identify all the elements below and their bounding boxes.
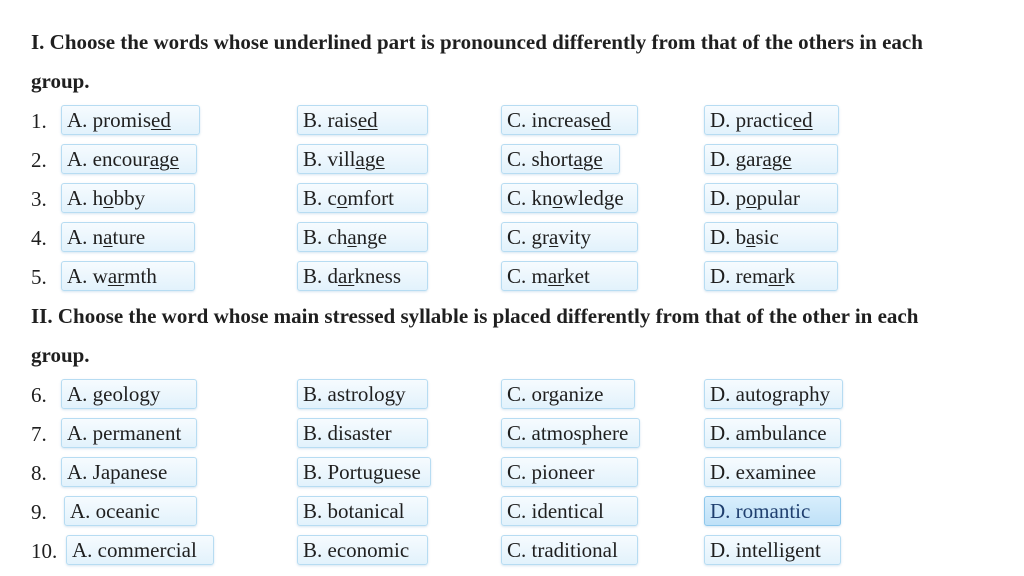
option-b[interactable]: B. economic (297, 535, 428, 565)
question-row-3 (0, 182, 1024, 216)
option-c[interactable]: C. pioneer (501, 457, 638, 487)
question-number: 6. (31, 383, 47, 407)
option-a[interactable] (61, 144, 197, 174)
option-b[interactable]: B. Portuguese (297, 457, 431, 487)
underlined-part: a (549, 225, 559, 249)
option-text-rest: bby (113, 186, 146, 210)
option-text-rest: vity (558, 225, 591, 249)
option-text-rest: wledge (563, 186, 624, 210)
option-text: B. c (303, 186, 337, 210)
option-text-rest: ture (112, 225, 146, 249)
question-number: 9. (31, 500, 47, 524)
underlined-part: ar (547, 264, 565, 288)
section2-heading-line2: group. (31, 343, 90, 367)
option-text: A. encour (67, 147, 150, 171)
underlined-part: age (762, 147, 792, 171)
underlined-part: a (103, 225, 113, 249)
underlined-part: age (355, 147, 385, 171)
section1-heading-line1: I. Choose the words whose underlined part is pronounced differently from that of the others in each (31, 30, 923, 54)
underlined-part: o (336, 186, 348, 210)
question-number: 10. (31, 539, 58, 563)
underlined-part: a (347, 225, 357, 249)
underlined-part: age (573, 147, 603, 171)
question-number: 1. (31, 109, 47, 133)
question-number: 5. (31, 265, 47, 289)
option-c[interactable] (501, 144, 620, 174)
option-text-rest: mfort (347, 186, 394, 210)
option-d[interactable] (704, 261, 838, 291)
option-text: D. practic (710, 108, 793, 132)
option-text: D. gar (710, 147, 763, 171)
option-text: C. gr (507, 225, 549, 249)
question-row-8 (0, 456, 1024, 490)
option-text: B. d (303, 264, 339, 288)
option-text: B. vill (303, 147, 356, 171)
option-d[interactable]: D. ambulance (704, 418, 841, 448)
option-text: C. short (507, 147, 574, 171)
question-row-10 (0, 534, 1024, 568)
option-d[interactable]: D. intelligent (704, 535, 841, 565)
option-text-rest: mth (124, 264, 157, 288)
option-b[interactable]: B. botanical (297, 496, 428, 526)
option-a[interactable] (61, 105, 200, 135)
question-row-6 (0, 378, 1024, 412)
underlined-part: ed (792, 108, 813, 132)
option-text: A. n (67, 225, 104, 249)
option-a[interactable]: A. oceanic (64, 496, 197, 526)
option-d[interactable] (704, 183, 838, 213)
underlined-part: o (552, 186, 564, 210)
option-text: C. kn (507, 186, 553, 210)
option-a[interactable]: A. Japanese (61, 457, 197, 487)
option-d[interactable]: D. autography (704, 379, 843, 409)
question-number: 8. (31, 461, 47, 485)
question-row-1 (0, 104, 1024, 138)
option-text: A. h (67, 186, 104, 210)
section1-heading-line2: group. (31, 69, 90, 93)
option-d[interactable]: D. romantic (704, 496, 841, 526)
option-d[interactable] (704, 105, 839, 135)
option-b[interactable] (297, 261, 428, 291)
option-text-rest: k (784, 264, 796, 288)
underlined-part: o (746, 186, 757, 210)
question-row-9 (0, 495, 1024, 529)
option-c[interactable]: C. atmosphere (501, 418, 640, 448)
option-b[interactable]: B. disaster (297, 418, 428, 448)
option-b[interactable] (297, 222, 428, 252)
underlined-part: ar (768, 264, 785, 288)
option-a[interactable]: A. commercial (66, 535, 214, 565)
option-a[interactable] (61, 261, 195, 291)
question-number: 7. (31, 422, 47, 446)
question-number: 3. (31, 187, 47, 211)
option-d[interactable] (704, 144, 838, 174)
option-text-rest: pular (756, 186, 800, 210)
option-c[interactable]: C. identical (501, 496, 638, 526)
option-b[interactable] (297, 183, 428, 213)
option-b[interactable] (297, 105, 428, 135)
option-text: B. rais (303, 108, 358, 132)
underlined-part: ar (107, 264, 125, 288)
section2-heading-line1: II. Choose the word whose main stressed syllable is placed differently from that of the other in each (31, 304, 919, 328)
underlined-part: a (746, 225, 756, 249)
option-c[interactable] (501, 105, 638, 135)
option-d[interactable]: D. examinee (704, 457, 841, 487)
question-number: 2. (31, 148, 47, 172)
option-d[interactable] (704, 222, 838, 252)
underlined-part: o (103, 186, 114, 210)
underlined-part: age (149, 147, 179, 171)
option-text-rest: nge (356, 225, 387, 249)
option-c[interactable] (501, 183, 638, 213)
option-b[interactable]: B. astrology (297, 379, 428, 409)
underlined-part: ed (590, 108, 611, 132)
option-c[interactable]: C. traditional (501, 535, 638, 565)
option-text: B. ch (303, 225, 348, 249)
option-text: C. m (507, 264, 548, 288)
option-text-rest: ket (564, 264, 590, 288)
option-text-rest: kness (354, 264, 402, 288)
question-row-5 (0, 260, 1024, 294)
option-b[interactable] (297, 144, 428, 174)
question-row-2 (0, 143, 1024, 177)
underlined-part: ed (357, 108, 378, 132)
option-a[interactable] (61, 183, 195, 213)
option-text: A. promis (67, 108, 151, 132)
option-text: D. b (710, 225, 747, 249)
option-c[interactable]: C. organize (501, 379, 635, 409)
underlined-part: ed (151, 108, 171, 132)
option-c[interactable] (501, 261, 638, 291)
option-a[interactable]: A. permanent (61, 418, 197, 448)
question-row-7 (0, 417, 1024, 451)
question-row-4 (0, 221, 1024, 255)
option-a[interactable]: A. geology (61, 379, 197, 409)
underlined-part: ar (338, 264, 355, 288)
option-c[interactable] (501, 222, 638, 252)
option-text: D. p (710, 186, 747, 210)
option-text-rest: sic (755, 225, 779, 249)
option-a[interactable] (61, 222, 195, 252)
question-number: 4. (31, 226, 47, 250)
option-text: C. increas (507, 108, 591, 132)
option-text: D. rem (710, 264, 769, 288)
option-text: A. w (67, 264, 108, 288)
